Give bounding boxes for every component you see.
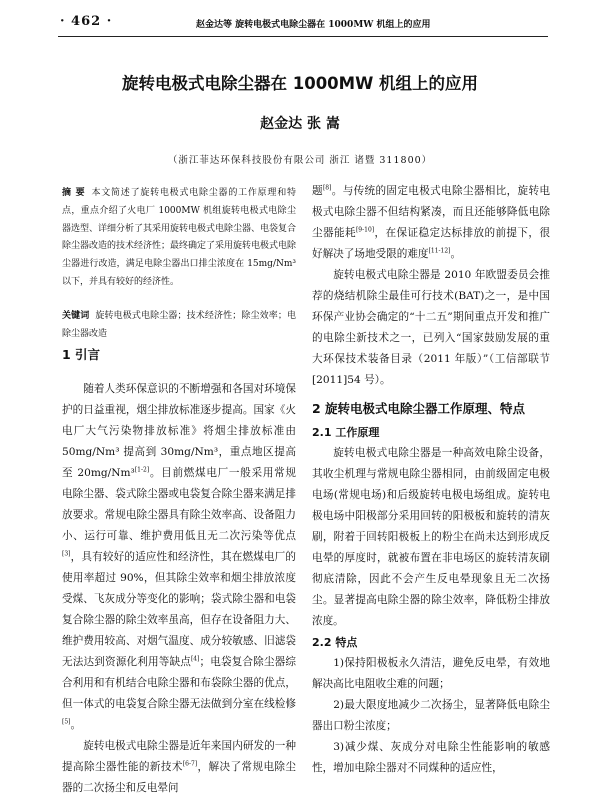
principle-paragraph: 旋转电极式电除尘器是一种高效电除尘设备，其收尘机理与常规电除尘器相同，由前级固定电极电场(常规电场)和后级旋转电极电场组成。旋转电极电场中阳极部分采用回转的阳极板和旋转的清灰刷，附着于回转阳极板上的粉尘在尚未达到形成反电晕的厚度时，就被布置在非电场区的旋转清灰刷彻底清除，因此不会产生反电晕现象且无二次扬尘。显著提高电除尘器的除尘效率，降低粉尘排放浓度。 [312, 447, 550, 627]
citation: [9-10] [355, 226, 375, 234]
abstract-label: 摘 要 [62, 188, 86, 198]
citation: [5] [62, 718, 71, 726]
citation: [6-7] [182, 760, 198, 768]
section-2-title: 2 旋转电极式电除尘器工作原理、特点 [312, 401, 526, 416]
keywords-text: 旋转电极式电除尘器；技术经济性；除尘效率；电除尘器改造 [62, 311, 296, 339]
intro-paragraph-2 [62, 736, 296, 799]
section-2-2-title: 2.2 特点 [312, 636, 358, 649]
feature-item-3: 3)减少煤、灰成分对电除尘性能影响的敏感性，增加电除尘器对不同煤种的适应性， [312, 741, 550, 774]
cont-text-end: 。 [450, 248, 462, 260]
citation: [3] [62, 550, 71, 558]
citation: [4] [190, 655, 200, 663]
continued-paragraph [312, 181, 550, 265]
intro-text-6: ，解决了常规电除尘器的二次扬尘和反电晕问 [62, 761, 297, 794]
paper-title: 旋转电极式电除尘器在 1000MW 机组上的应用 [121, 74, 479, 93]
intro-text-1: 随着人类环保意识的不断增强和各国对环境保护的日益重视，烟尘排放标准逐步提高。国家《火电厂大气污染物排放标准》将烟尘排放标准由 50mg/Nm³ 提高到 30mg/Nm³，重点地区提高至 20mg/Nm³ [62, 383, 296, 479]
left-column [62, 344, 296, 799]
citation: [8] [322, 184, 332, 192]
cont-text-1: 题 [312, 185, 323, 197]
page-number: · 462 · [60, 14, 113, 29]
citation: [11-12] [428, 247, 451, 255]
feature-item-1: 1)保持阳极板永久清洁，避免反电晕，有效地解决高比电阻收尘难的问题； [312, 657, 550, 690]
affiliation: （浙江菲达环保科技股份有限公司 浙江 诸暨 311800） [167, 155, 433, 166]
running-title: 赵金达等 旋转电极式电除尘器在 1000MW 机组上的应用 [196, 20, 431, 30]
authors: 赵金达 张 嵩 [260, 116, 340, 132]
intro-paragraph-1 [62, 379, 296, 736]
cont-text-2: 。与传统的固定电极式电除尘器相比，旋转电极式电除尘器不但结构紧凑，而且还能够降低电除尘器能耗 [312, 185, 551, 239]
cont-text-3: ，在保证稳定达标排放的前提下，很好解决了场地受限的难度 [312, 227, 551, 260]
abstract [62, 185, 296, 292]
right-column [312, 181, 550, 779]
header-rule [58, 36, 548, 37]
feature-item-2: 2)最大限度地减少二次扬尘，显著降低电除尘器出口粉尘浓度； [312, 699, 550, 732]
keywords-label: 关键词 [62, 311, 90, 321]
citation: [1-2] [134, 466, 150, 474]
keywords [62, 308, 296, 344]
section-2-1-title: 2.1 工作原理 [312, 426, 380, 439]
abstract-text: 本文简述了旋转电极式电除尘器的工作原理和特点，重点介绍了火电厂 1000MW 机组旋转电极式电除尘器选型、详细分析了其采用旋转电极式电除尘器、电袋复合除尘器改造的技术经济性；最终确定了采用旋转电极式电除尘器进行改造，满足电除尘器出口排尘浓度在 15mg/Nm³ 以下，并具有较好的经济性。 [62, 188, 297, 287]
intro-text-5: 旋转电极式电除尘器是近年来国内研发的一种提高除尘器性能的新技术 [62, 740, 296, 773]
bat-paragraph: 旋转电极式电除尘器是 2010 年欧盟委员会推荐的烧结机除尘最佳可行技术(BAT)之一，是中国环保产业协会确定的“十二五”期间重点开发和推广的电除尘新技术之一，已列入“国家鼓励发展的重大环保技术装备目录（2011 年版）”（工信部联节[2011]54 号）。 [312, 269, 550, 386]
section-1-title: 1 引言 [62, 347, 101, 362]
intro-text-3: ，具有较好的适应性和经济性，其在燃煤电厂的使用率超过 90%，但其除尘效率和烟尘排放浓度受煤、飞灰成分等变化的影响；袋式除尘器和电袋复合除尘器的除尘效率虽高，但存在设备阻力大、维护费用较高、对烟气温度、成分较敏感、旧滤袋无法达到资源化利用等缺点 [62, 551, 296, 668]
intro-text-end: 。 [70, 719, 82, 731]
intro-text-4: ；电袋复合除尘器综合利用和有机结合电除尘器和布袋除尘器的优点，但一体式的电袋复合除尘器无法做到分室在线检修 [62, 656, 297, 710]
intro-text-2: 。目前燃煤电厂一般采用常规电除尘器、袋式除尘器或电袋复合除尘器来满足排放要求。常规电除尘器具有除尘效率高、设备阻力小、运行可靠、维护费用低且无二次污染等优点 [62, 467, 297, 542]
